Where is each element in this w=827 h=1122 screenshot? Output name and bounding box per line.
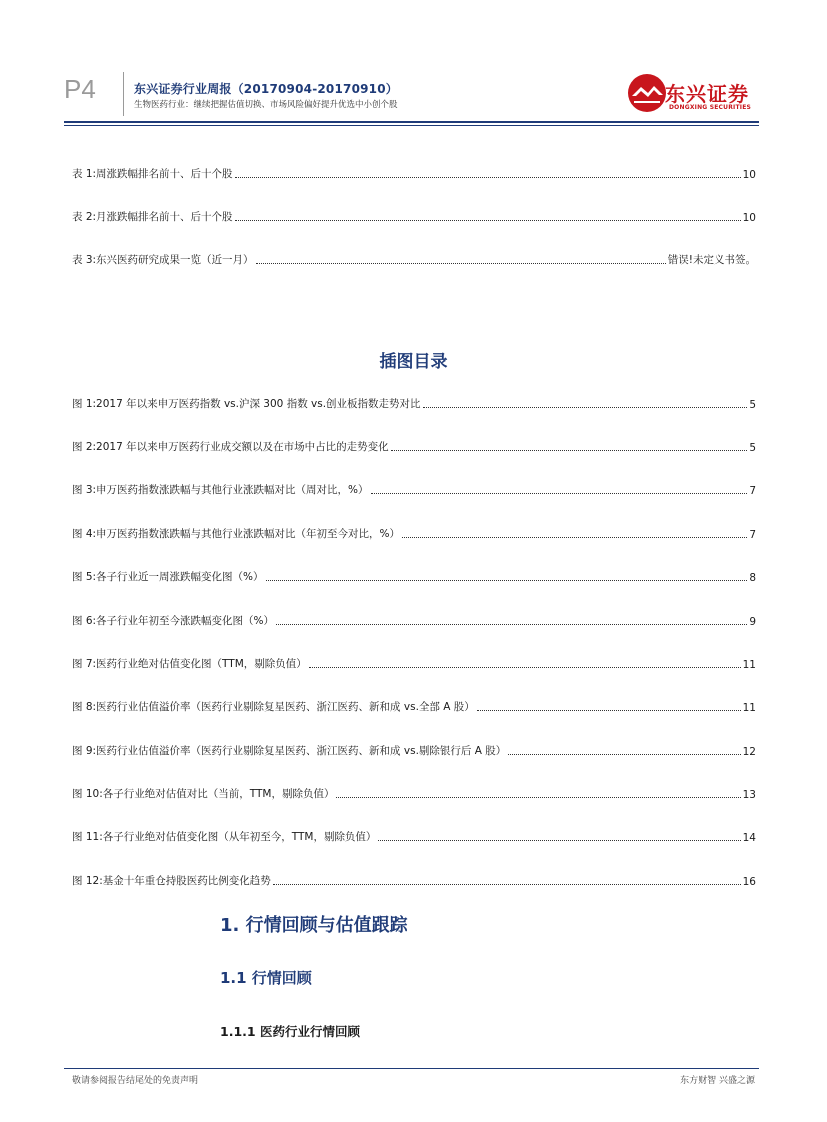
header-rule-thin [64,125,759,126]
toc-entry-page: 10 [742,169,756,181]
toc-entry-label: 图 2:2017 年以来申万医药行业成交额以及在市场中占比的走势变化 [72,441,389,453]
report-title: 东兴证券行业周报（20170904-20170910） [134,82,398,96]
header-separator [123,72,124,116]
toc-entry-label: 图 9:医药行业估值溢价率（医药行业剔除复星医药、浙江医药、新和成 vs.剔除银行后 A 股） [72,745,507,757]
toc-entry-label: 图 11:各子行业绝对估值变化图（从年初至今，TTM，剔除负值） [72,831,377,843]
toc-entry-page: 11 [742,659,756,671]
toc-entry-label: 图 4:申万医药指数涨跌幅与其他行业涨跌幅对比（年初至今对比，%） [72,528,401,540]
toc-leader [235,176,741,178]
logo-text: 东兴证券 [665,82,749,106]
toc-leader [423,406,748,408]
toc-entry-label: 图 7:医药行业绝对估值变化图（TTM，剔除负值） [72,658,307,670]
toc-entry-label: 图 5:各子行业近一周涨跌幅变化图（%） [72,571,264,583]
toc-entry[interactable] [72,525,756,541]
toc-entry[interactable] [72,612,756,628]
toc-entry-label: 表 2:月涨跌幅排名前十、后十个股 [72,211,233,223]
toc-entry-label: 图 8:医药行业估值溢价率（医药行业剔除复星医药、浙江医药、新和成 vs.全部 A 股） [72,701,475,713]
toc-entry-page: 13 [742,789,756,801]
toc-entry[interactable] [72,742,756,758]
toc-entry[interactable] [72,785,756,801]
page-number: P4 [64,74,96,104]
section-heading-level1: 1. 行情回顾与估值跟踪 [220,915,408,936]
footer-disclaimer: 敬请参阅报告结尾处的免责声明 [72,1076,199,1086]
toc-entry-label: 图 6:各子行业年初至今涨跌幅变化图（%） [72,615,275,627]
toc-leader [402,536,747,538]
toc-entry-page: 错误!未定义书签。 [667,254,756,266]
toc-entry[interactable] [72,568,756,584]
section-heading-level2: 1.1 行情回顾 [220,969,312,987]
toc-entry-page: 11 [742,702,756,714]
toc-leader [508,753,740,755]
toc-entry-label: 表 3:东兴医药研究成果一览（近一月） [72,254,254,266]
figure-list-heading: 插图目录 [379,352,448,372]
toc-entry-label: 表 1:周涨跌幅排名前十、后十个股 [72,168,233,180]
toc-entry-label: 图 12:基金十年重仓持股医药比例变化趋势 [72,875,271,887]
header-rule [64,121,759,123]
toc-leader [309,666,741,668]
toc-leader [256,262,666,264]
toc-leader [276,623,747,625]
toc-entry[interactable] [72,395,756,411]
toc-leader [336,796,740,798]
toc-entry-page: 14 [742,832,756,844]
toc-entry[interactable] [72,438,756,454]
toc-entry[interactable] [72,828,756,844]
toc-entry[interactable] [72,165,756,181]
toc-entry-page: 16 [742,876,756,888]
toc-leader [235,219,741,221]
section-heading-level3: 1.1.1 医药行业行情回顾 [220,1024,360,1039]
toc-entry-label: 图 1:2017 年以来申万医药指数 vs.沪深 300 指数 vs.创业板指数走势对比 [72,398,421,410]
toc-entry-page: 7 [749,529,756,541]
toc-entry-page: 5 [749,442,756,454]
toc-leader [378,839,740,841]
footer-slogan: 东方财智 兴盛之源 [680,1076,755,1086]
toc-leader [477,709,741,711]
toc-entry-page: 7 [749,485,756,497]
toc-entry-page: 12 [742,746,756,758]
toc-entry-page: 8 [749,572,756,584]
toc-entry-page: 10 [742,212,756,224]
toc-entry[interactable] [72,251,756,267]
toc-leader [371,492,748,494]
toc-leader [266,579,748,581]
toc-entry[interactable] [72,698,756,714]
toc-leader [391,449,748,451]
logo-english-text: DONGXING SECURITIES [669,104,752,111]
toc-entry[interactable] [72,655,756,671]
toc-leader [273,883,741,885]
report-subtitle: 生物医药行业：继续把握估值切换、市场风险偏好提升优选中小创个股 [134,100,398,110]
toc-entry[interactable] [72,481,756,497]
toc-entry[interactable] [72,872,756,888]
toc-entry-page: 9 [749,616,756,628]
footer-rule [64,1068,759,1069]
toc-entry-page: 5 [749,399,756,411]
toc-entry-label: 图 10:各子行业绝对估值对比（当前，TTM，剔除负值） [72,788,335,800]
toc-entry-label: 图 3:申万医药指数涨跌幅与其他行业涨跌幅对比（周对比，%） [72,484,369,496]
toc-entry[interactable] [72,208,756,224]
